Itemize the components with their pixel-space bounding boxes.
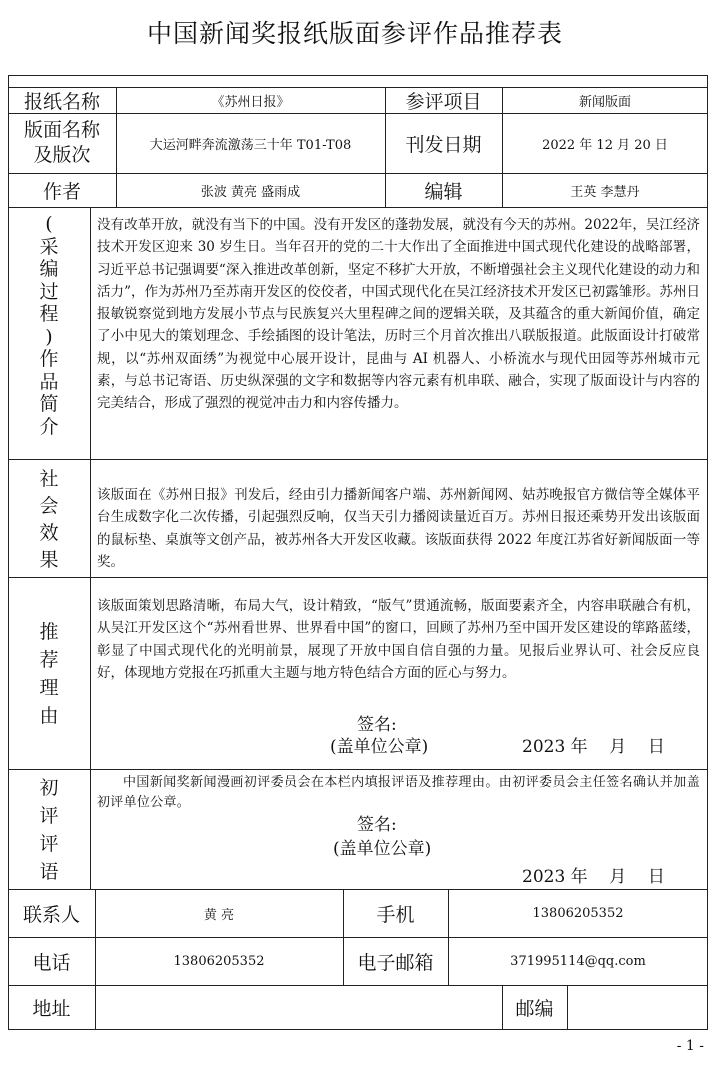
review-signature: 签名: — [357, 815, 397, 835]
effect-label-char: 效 — [39, 522, 59, 544]
mobile-label: 手机 — [376, 903, 415, 926]
page-name-label-line1: 版面名称 — [23, 119, 100, 141]
intro-text: 没有改革开放，就没有当下的中国。没有开发区的蓬勃发展，就没有今天的苏州。2022年，吴江经济技术开发区迎来 30 岁生日。当年召开的党的二十大作出了全面推进中国式现代化建设的战略部署，习近平总书记强调要“深入推进改革创新，坚定不移扩大开放，不断增强社会主义现代化建设的动力和活力”，作为苏州乃至苏南开发区的佼佼者，中国式现代化在吴江经济技术开发区已初露雏形。苏州日报敏锐察觉到地方发展小节点与民族复兴大里程碑之间的逻辑关联，及其蕴含的重大新闻价值，确定了小中见大的策划理念、手绘插图的设计笔法，历时三个月首次推出八联版报道。此版面设计打破常规，以“苏州双面绣”为视觉中心展开设计，昆曲与 AI 机器人、小桥流水与现代田园等苏州城市元素，与总书记寄语、历史纵深强的文字和数据等内容元素有机串联、融合，实现了版面设计与内容的完美结合，形成了强烈的视觉冲击力和内容传播力。 — [97, 217, 700, 412]
publish-date-label: 刊发日期 — [405, 133, 482, 156]
page-name-value: 大运河畔奔流激荡三十年 T01-T08 — [149, 137, 352, 153]
contact-value: 黄 亮 — [203, 907, 235, 923]
page-name-label — [8, 113, 116, 173]
address-value — [95, 985, 502, 1030]
intro-label-char: ( — [45, 213, 53, 235]
author-label: 作者 — [42, 180, 81, 203]
editors-value: 王英 李慧丹 — [570, 184, 640, 200]
intro-label-char: 过 — [39, 280, 59, 303]
effect-label-char: 果 — [39, 549, 59, 571]
intro-label-char: ) — [45, 325, 53, 348]
phone-label: 电话 — [32, 951, 71, 974]
review-label-char: 初 — [39, 777, 59, 799]
intro-label-char: 程 — [39, 303, 59, 325]
reason-label-char: 由 — [39, 705, 59, 727]
phone-value: 13806205352 — [173, 953, 265, 969]
row-divider — [8, 769, 708, 770]
reason-label-char: 推 — [39, 621, 59, 643]
form-title: 中国新闻奖报纸版面参评作品推荐表 — [146, 19, 563, 48]
reason-label — [8, 618, 90, 730]
review-seal: (盖单位公章) — [333, 839, 432, 859]
effect-label-char: 会 — [39, 495, 59, 517]
paper-name-value: 《苏州日报》 — [211, 94, 290, 110]
row-divider — [8, 207, 708, 208]
column-divider — [90, 207, 91, 889]
reason-date: 2023 年 月 日 — [522, 737, 665, 757]
review-label-char: 评 — [39, 833, 59, 855]
publish-date-value: 2022 年 12 月 20 日 — [542, 137, 668, 153]
effect-text: 该版面在《苏州日报》刊发后，经由引力播新闻客户端、苏州新闻网、姑苏晚报官方微信等全媒体平台生成数字化二次传播，引起强烈反响，仅当天引力播阅读量近百万。苏州日报还乘势开发出该版面的鼠标垫、桌旗等文创产品，被苏州各大开发区收藏。该版面获得 2022 年度江苏省好新闻版面一等奖。 — [97, 487, 700, 570]
effect-label-char: 社 — [39, 468, 59, 490]
row-divider — [8, 459, 708, 460]
contact-label: 联系人 — [22, 903, 80, 926]
postcode-value — [567, 985, 708, 1030]
entry-item-label: 参评项目 — [405, 90, 482, 113]
intro-label-char: 编 — [39, 258, 59, 280]
review-label-char: 评 — [39, 805, 59, 827]
reason-seal: (盖单位公章) — [330, 737, 429, 757]
reason-label-char: 理 — [39, 677, 59, 699]
review-text: 中国新闻奖新闻漫画初评委员会在本栏内填报评语及推荐理由。由初评委员会主任签名确认并加盖初评单位公章。 — [97, 775, 700, 810]
review-label-char: 语 — [39, 861, 59, 883]
intro-label-char: 介 — [39, 415, 59, 438]
email-value: 371995114@qq.com — [510, 953, 646, 969]
authors-value: 张波 黄亮 盛雨成 — [200, 184, 301, 200]
intro-label-char: 作 — [39, 348, 59, 370]
review-date: 2023 年 月 日 — [522, 867, 665, 887]
intro-label — [8, 213, 90, 438]
email-label: 电子邮箱 — [357, 951, 434, 974]
reason-text: 该版面策划思路清晰，布局大气，设计精致，“版气”贯通流畅，版面要素齐全，内容串联融合有机，从吴江开发区这个“苏州看世界、世界看中国”的窗口，回顾了苏州乃至中国开发区建设的筚路蓝缕，彰显了中国式现代化的光明前景，展现了开放中国自信自强的力量。见报后业界认可、社会反应良好，体现地方党报在巧抓重大主题与地方特色结合方面的匠心与努力。 — [97, 598, 700, 681]
paper-name-label: 报纸名称 — [23, 90, 100, 113]
address-label: 地址 — [32, 998, 71, 1020]
intro-label-char: 品 — [39, 370, 59, 393]
row-divider — [8, 577, 708, 578]
page-number: - 1 - — [676, 1038, 704, 1054]
reason-signature: 签名: — [357, 715, 397, 735]
page-name-label-line2: 及版次 — [33, 144, 91, 166]
intro-label-char: 采 — [39, 235, 59, 258]
postcode-label: 邮编 — [515, 998, 554, 1020]
effect-label — [8, 466, 90, 574]
review-label — [8, 774, 90, 886]
entry-item-value: 新闻版面 — [578, 94, 631, 110]
intro-label-char: 简 — [39, 393, 59, 415]
mobile-value: 13806205352 — [532, 905, 624, 921]
reason-label-char: 荐 — [39, 649, 59, 671]
editor-label: 编辑 — [424, 180, 463, 203]
